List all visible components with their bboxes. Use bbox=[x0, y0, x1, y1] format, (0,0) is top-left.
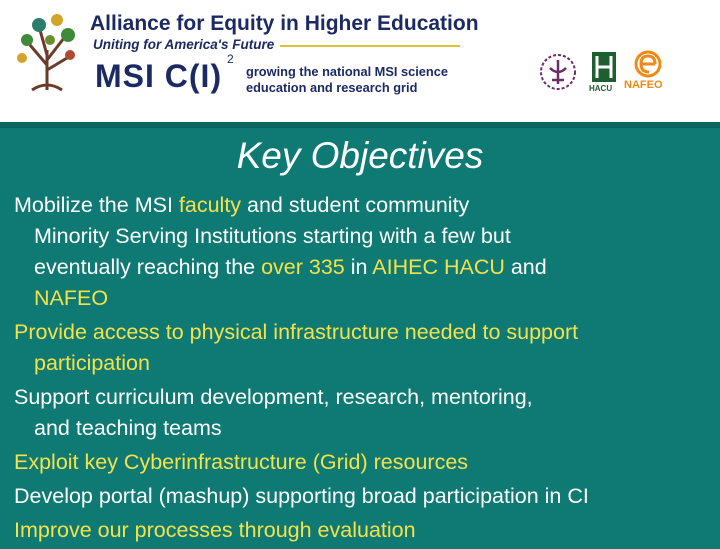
objectives-list bbox=[14, 190, 714, 549]
list-item bbox=[14, 190, 714, 314]
tree-logo-icon bbox=[12, 10, 82, 92]
bullet-text: and bbox=[504, 255, 547, 279]
list-item: Improve our processes through evaluation bbox=[14, 518, 416, 542]
bullet-highlight: AIHEC HACU bbox=[372, 255, 505, 279]
list-item: Develop portal (mashup) supporting broad participation in CI bbox=[14, 484, 589, 508]
bullet-text: in bbox=[344, 255, 373, 279]
bullet-line: Minority Serving Institutions starting with a few but bbox=[34, 224, 511, 248]
bullet-line: Support curriculum development, research, mentoring, bbox=[14, 385, 533, 409]
bullet-highlight: faculty bbox=[178, 193, 242, 217]
nafeo-logo-icon bbox=[633, 50, 663, 78]
project-name: MSI C(I) bbox=[95, 58, 223, 94]
project-description: growing the national MSI science education and research grid bbox=[246, 64, 448, 95]
org-title: Alliance for Equity in Higher Education bbox=[90, 12, 479, 35]
list-item: Exploit key Cyberinfrastructure (Grid) resources bbox=[14, 450, 469, 474]
header-banner bbox=[0, 0, 720, 122]
project-superscript: 2 bbox=[227, 52, 234, 66]
list-item bbox=[14, 317, 714, 379]
nafeo-label: NAFEO bbox=[624, 79, 663, 91]
list-item bbox=[14, 382, 714, 444]
bullet-highlight: participation bbox=[34, 351, 150, 375]
header-divider bbox=[0, 122, 720, 128]
bullet-highlight: Provide access to physical infrastructure needed to support bbox=[14, 320, 579, 344]
bullet-highlight: NAFEO bbox=[34, 286, 109, 310]
bullet-line bbox=[14, 252, 714, 283]
bullet-line: and teaching teams bbox=[34, 416, 222, 440]
bullet-text: Mobilize the MSI bbox=[14, 193, 179, 217]
bullet-text: eventually reaching the bbox=[34, 255, 262, 279]
bullet-text: and student community bbox=[241, 193, 470, 217]
slide-title: Key Objectives bbox=[236, 135, 484, 176]
org-tagline: Uniting for America's Future bbox=[93, 37, 275, 52]
hacu-label: HACU bbox=[589, 84, 613, 93]
bullet-highlight: over 335 bbox=[261, 255, 345, 279]
aihec-logo-icon bbox=[538, 52, 578, 92]
tagline-divider bbox=[280, 45, 460, 47]
hacu-logo-icon bbox=[590, 50, 618, 84]
